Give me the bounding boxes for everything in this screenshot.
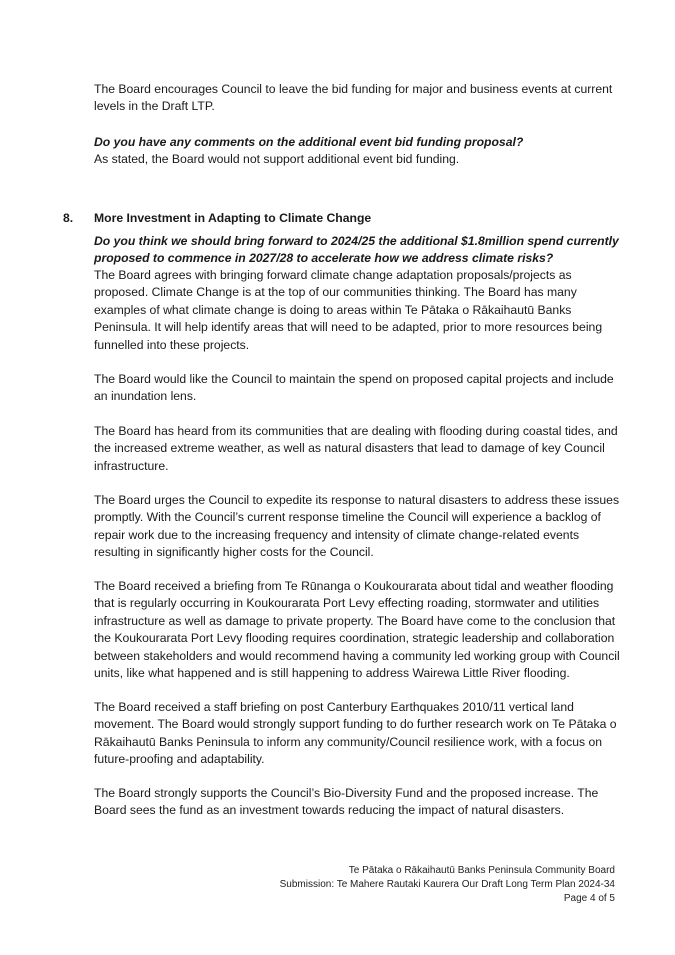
section-title: More Investment in Adapting to Climate Change [94,211,372,225]
paragraph-climate-2: The Board would like the Council to maintain the spend on proposed capital projects and include an inundation lens. [94,372,614,404]
question-climate-spend: Do you think we should bring forward to 2024/25 the additional $1.8million spend currently proposed to commence in 2027/28 to accelerate how we address climate risks? [94,234,619,266]
page-footer [280,864,615,907]
paragraph-climate-7: The Board strongly supports the Council’s Bio-Diversity Fund and the proposed increase. The Board sees the fund as an investment towards reducing the impact of natural disasters. [94,786,599,818]
paragraph-climate-3: The Board has heard from its communities that are dealing with flooding during coastal tides, and the increased extreme weather, as well as natural disasters that lead to damage of key Council infrastructure. [94,424,618,473]
paragraph-bid-funding: The Board encourages Council to leave the bid funding for major and business events at current levels in the Draft LTP. [94,82,613,114]
paragraph-climate-4: The Board urges the Council to expedite its response to natural disasters to address these issues promptly. With the Council’s current response timeline the Council will experience a backlog of repair work due to the increasing frequency and intensity of climate change-related events resulting in significantly higher costs for the Council. [94,493,620,560]
section-number: 8. [63,211,74,225]
paragraph-climate-5: The Board received a briefing from Te Rūnanga o Koukourarata about tidal and weather flooding that is regularly occurring in Koukourarata Port Levy effecting roading, stormwater and utilities infrastructure as well as damage to private property. The Board have come to the conclusion that the Koukourarata Port Levy flooding requires coordination, strategic leadership and collaboration between stakeholders and would recommend having a community led working group with Council units, like what happened and is still happening to address Wairewa Little River flooding. [94,579,620,681]
paragraph-climate-6: The Board received a staff briefing on post Canterbury Earthquakes 2010/11 vertical land movement. The Board would strongly support funding to do further research work on Te Pātaka o Rākaihautū Banks Peninsula to inform any community/Council resilience work, with a focus on future-proofing and adaptability. [94,700,617,767]
question-event-bid-funding: Do you have any comments on the additional event bid funding proposal? [94,135,524,149]
footer-page-number: Page 4 of 5 [563,893,615,905]
answer-event-bid-funding: As stated, the Board would not support additional event bid funding. [94,152,460,166]
footer-board-name: Te Pātaka o Rākaihautū Banks Peninsula Community Board [348,865,615,876]
paragraph-climate-1: The Board agrees with bringing forward climate change adaptation proposals/projects as proposed. Climate Change is at the top of our communities thinking. The Board has many examples of what climate change is doing to areas within Te Pātaka o Rākaihautū Banks Peninsula. It will help identify areas that will need to be adapted, prior to more resources being funnelled into these projects. [94,268,603,352]
footer-submission-title: Submission: Te Mahere Rautaki Kaurera Our Draft Long Term Plan 2024-34 [279,879,615,891]
